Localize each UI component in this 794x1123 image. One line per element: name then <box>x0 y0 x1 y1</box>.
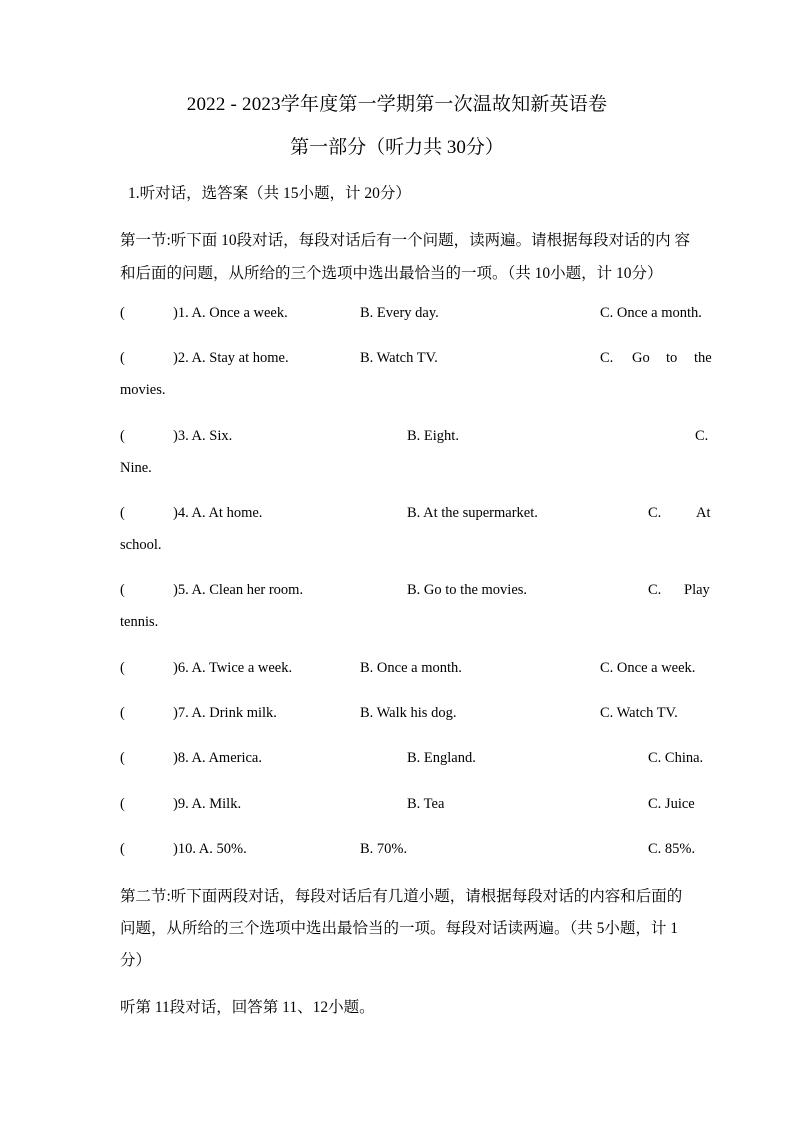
dialog-instruction: 听第 11段对话，回答第 11、12小题。 <box>120 999 375 1016</box>
option-c-word: Go <box>632 350 650 366</box>
question-7 <box>120 705 714 727</box>
question-2 <box>120 350 714 372</box>
question-10 <box>120 841 714 863</box>
option-c: C. Juice <box>648 796 695 812</box>
option-b: B. Walk his dog. <box>360 705 457 721</box>
option-c-word: At <box>696 505 711 521</box>
option-b: B. Go to the movies. <box>407 582 528 598</box>
option-a: )1. A. Once a week. <box>173 305 288 321</box>
option-b: B. Eight. <box>407 428 459 444</box>
option-b: B. Every day. <box>360 305 439 321</box>
option-c-wrap: Nine. <box>120 460 152 476</box>
answer-blank[interactable]: ( <box>120 841 125 857</box>
section2-intro-line3: 分） <box>120 952 152 969</box>
section1-intro-line1: 第一节:听下面 10段对话，每段对话后有一个问题，读两遍。请根据每段对话的内 容 <box>120 232 691 249</box>
answer-blank[interactable]: ( <box>120 660 125 676</box>
option-a: )4. A. At home. <box>173 505 263 521</box>
option-c-word: to <box>666 350 678 366</box>
question-4 <box>120 505 714 527</box>
answer-blank[interactable]: ( <box>120 796 125 812</box>
answer-blank[interactable]: ( <box>120 350 125 366</box>
option-b: B. Tea <box>407 796 445 812</box>
option-a: )8. A. America. <box>173 750 262 766</box>
option-c-letter: C. <box>648 582 662 598</box>
option-c-word: Play <box>684 582 710 598</box>
option-b: B. 70%. <box>360 841 408 857</box>
option-a: )3. A. Six. <box>173 428 233 444</box>
option-a: )5. A. Clean her room. <box>173 582 304 598</box>
option-b: B. Once a month. <box>360 660 462 676</box>
option-c-wrap: movies. <box>120 382 166 398</box>
question-3 <box>120 428 714 450</box>
option-c-letter: C. <box>695 428 709 444</box>
section2-intro-line2: 问题，从所给的三个选项中选出最恰当的一项。每段对话读两遍。（共 5小题，计 1 <box>120 920 679 937</box>
question-6 <box>120 660 714 682</box>
option-b: B. Watch TV. <box>360 350 438 366</box>
option-b: B. At the supermarket. <box>407 505 538 521</box>
section1-intro-line2: 和后面的问题，从所给的三个选项中选出最恰当的一项。（共 10小题，计 10分） <box>120 265 663 282</box>
option-c: C. Once a week. <box>600 660 696 676</box>
section-header: 1.听对话，选答案（共 15小题，计 20分） <box>128 185 411 202</box>
option-c-wrap: tennis. <box>120 614 159 630</box>
question-9 <box>120 796 714 818</box>
answer-blank[interactable]: ( <box>120 305 125 321</box>
answer-blank[interactable]: ( <box>120 505 125 521</box>
option-c-letter: C. <box>648 505 662 521</box>
option-c-wrap: school. <box>120 537 162 553</box>
option-a: )6. A. Twice a week. <box>173 660 293 676</box>
option-c: C. China. <box>648 750 704 766</box>
page-title: 2022 - 2023学年度第一学期第一次温故知新英语卷 <box>186 94 608 115</box>
option-c: C. Once a month. <box>600 305 702 321</box>
option-a: )2. A. Stay at home. <box>173 350 289 366</box>
option-c: C. Watch TV. <box>600 705 678 721</box>
option-b: B. England. <box>407 750 476 766</box>
option-c-letter: C. <box>600 350 614 366</box>
option-a: )10. A. 50%. <box>173 841 247 857</box>
option-c-word: the <box>694 350 712 366</box>
option-a: )9. A. Milk. <box>173 796 242 812</box>
option-c: C. 85%. <box>648 841 696 857</box>
part-heading: 第一部分（听力共 30分） <box>290 137 504 158</box>
question-5 <box>120 582 714 604</box>
section2-intro-line1: 第二节:听下面两段对话，每段对话后有几道小题，请根据每段对话的内容和后面的 <box>120 888 683 905</box>
answer-blank[interactable]: ( <box>120 428 125 444</box>
answer-blank[interactable]: ( <box>120 705 125 721</box>
question-1 <box>120 305 714 327</box>
answer-blank[interactable]: ( <box>120 582 125 598</box>
option-a: )7. A. Drink milk. <box>173 705 277 721</box>
question-8 <box>120 750 714 772</box>
answer-blank[interactable]: ( <box>120 750 125 766</box>
